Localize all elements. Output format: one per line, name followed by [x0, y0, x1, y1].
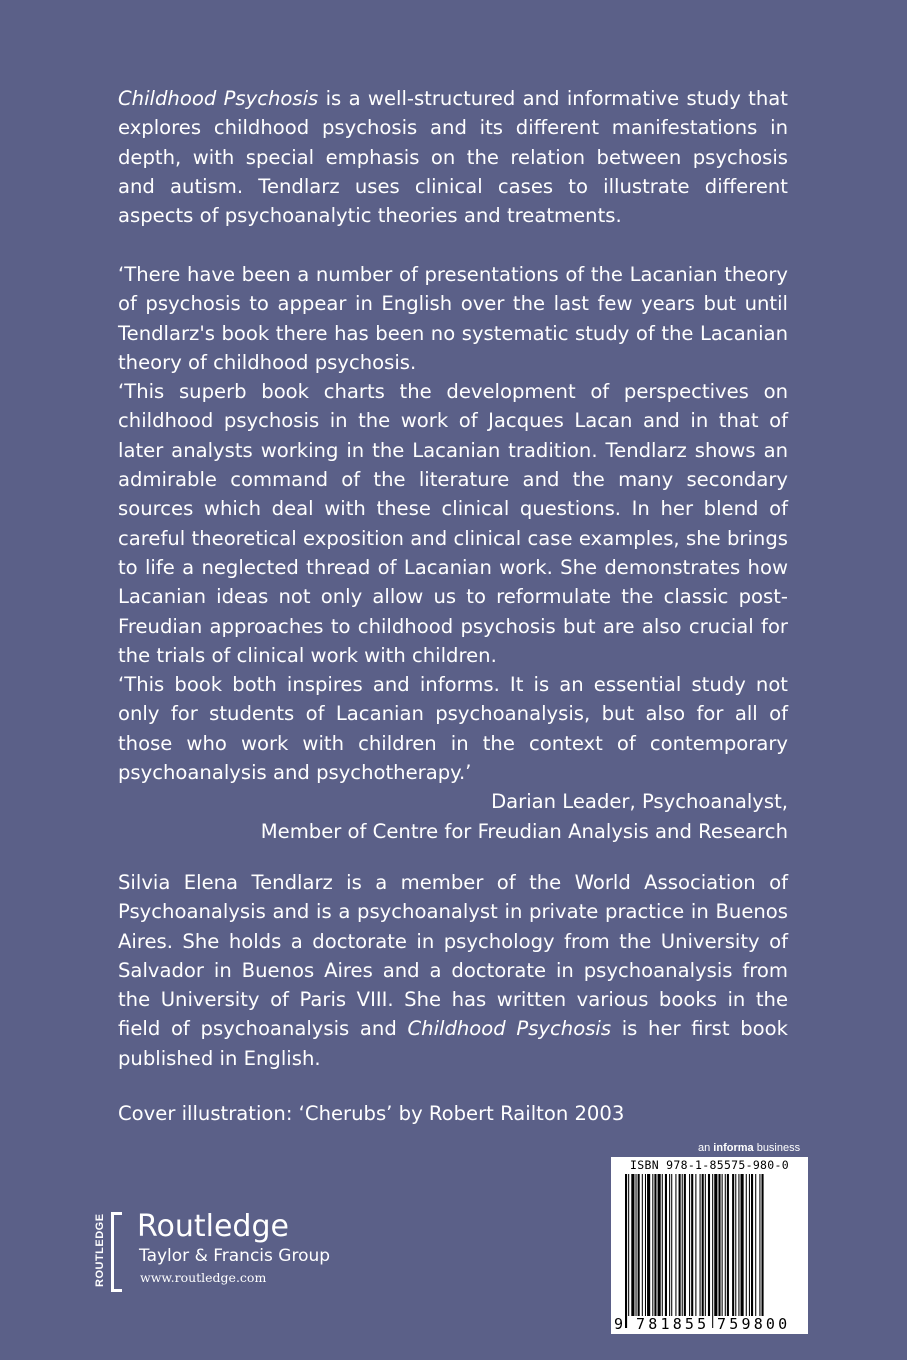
blurb-paragraph	[118, 84, 788, 230]
barcode-bar	[727, 1174, 729, 1316]
review-quote-3: ‘This book both inspires and informs. It is an essential study not only for students of Lacanian psychoanalysis, but also for all of those who work with children in the context of contemporary psychoanalysis and psychotherapy.’	[118, 673, 788, 785]
barcode-bar	[625, 1174, 627, 1328]
barcode-bar	[700, 1174, 701, 1316]
barcode-bar	[689, 1174, 690, 1316]
barcode-bar	[658, 1174, 661, 1316]
barcode-bar	[751, 1174, 753, 1316]
barcode-bar	[702, 1174, 704, 1316]
barcode-bar	[722, 1174, 723, 1316]
barcode-bars	[611, 1157, 808, 1334]
bio-text-2: is her first book published in English.	[118, 1017, 788, 1070]
reviews-section	[118, 260, 788, 846]
barcode-bar	[755, 1174, 756, 1316]
informa-business-line	[698, 1141, 800, 1155]
barcode-bar	[654, 1174, 656, 1316]
barcode-bar	[691, 1174, 693, 1316]
barcode-bar	[708, 1174, 710, 1316]
barcode-bar	[759, 1174, 760, 1316]
barcode-bar	[679, 1174, 681, 1316]
barcode-bar	[762, 1174, 764, 1316]
cover-illustration-credit: Cover illustration: ‘Cherubs’ by Robert Railton 2003	[118, 1102, 625, 1125]
barcode-bar	[705, 1174, 706, 1316]
publisher-url: www.routledge.com	[140, 1270, 267, 1285]
barcode-bar	[695, 1174, 696, 1316]
barcode-bar	[682, 1174, 683, 1316]
barcode-bar	[642, 1174, 643, 1316]
isbn-label: ISBN 978-1-85575-980-0	[630, 1158, 789, 1172]
review-quote-2: ‘This superb book charts the development of perspectives on childhood psychosis in the work of Jacques Lacan and in that of later analysts working in the Lacanian tradition. Tendlarz shows an admirable command of the literature and the many secondary sources which deal with these clinical questions. In her blend of careful theoretical exposition and clinical case examples, she brings to life a neglected thread of Lacanian work. She demonstrates how Lacanian ideas not only allow us to reformulate the classic post-Freudian approaches to childhood psychosis but are also crucial for the trials of clinical work with children.	[118, 380, 788, 667]
barcode-bar	[738, 1174, 739, 1316]
barcode-bar	[741, 1174, 744, 1316]
barcode-digits-right: 759800	[717, 1315, 791, 1333]
barcode-bar	[647, 1174, 650, 1316]
barcode-bar	[746, 1174, 747, 1316]
routledge-vertical-wordmark: ROUTLEDGE	[94, 1213, 106, 1287]
barcode-bar	[749, 1174, 750, 1316]
routledge-bracket-icon	[111, 1212, 122, 1292]
blurb-text: is a well-structured and informative study that explores childhood psychosis and its different manifestations in depth, with special emphasis on the relation between psychosis and autism. Tendlarz uses clinical cases to illustrate different aspects of psychoanalytic theories and treatments.	[118, 87, 788, 228]
barcode-bar	[631, 1174, 634, 1316]
review-quote-1: ‘There have been a number of presentations of the Lacanian theory of psychosis to appear in English over the last few years but until Tendlarz's book there has been no systematic study of the Lacanian theory of childhood psychosis.	[118, 263, 788, 374]
informa-suffix: business	[753, 1142, 801, 1154]
bio-text-1: Silvia Elena Tendlarz is a member of the World Association of Psychoanalysis and is a psychoanalyst in private practice in Buenos Aires. She holds a doctorate in psychology from the University of Salvador in Buenos Aires and a doctorate in psychoanalysis from the University of Paris VIII. She has written various books in the field of psychoanalysis and	[118, 871, 788, 1041]
barcode-bar	[652, 1174, 653, 1316]
barcode-bar	[638, 1174, 640, 1316]
barcode-bar	[718, 1174, 720, 1316]
barcode-bar	[684, 1174, 686, 1316]
barcode-bar	[662, 1174, 663, 1316]
barcode-bar	[714, 1174, 717, 1316]
barcode-bar	[665, 1174, 667, 1316]
barcode-bar	[735, 1174, 736, 1316]
barcode-digit-first: 9	[614, 1315, 624, 1333]
informa-prefix: an	[698, 1142, 714, 1154]
barcode-bar	[628, 1174, 629, 1316]
barcode-bar	[636, 1174, 637, 1316]
publisher-name: Routledge	[137, 1209, 289, 1244]
review-attribution-name: Darian Leader, Psychoanalyst,	[491, 790, 788, 814]
barcode-bar	[669, 1174, 670, 1316]
bio-book-title-italic: Childhood Psychosis	[407, 1017, 612, 1041]
barcode-bar	[732, 1174, 734, 1316]
informa-brand: informa	[713, 1142, 754, 1154]
barcode-digits-left: 781855	[636, 1315, 710, 1333]
publisher-group: Taylor & Francis Group	[139, 1246, 331, 1266]
isbn-barcode	[611, 1157, 808, 1334]
author-bio	[118, 868, 788, 1073]
barcode-bar	[725, 1174, 726, 1316]
book-title-italic: Childhood Psychosis	[118, 87, 319, 110]
barcode-bar	[645, 1174, 646, 1316]
publisher-logo	[93, 1208, 393, 1298]
barcode-bar	[675, 1174, 676, 1316]
review-attribution-role: Member of Centre for Freudian Analysis and Research	[260, 819, 788, 843]
barcode-bar	[712, 1174, 713, 1328]
barcode-bar	[671, 1174, 672, 1316]
